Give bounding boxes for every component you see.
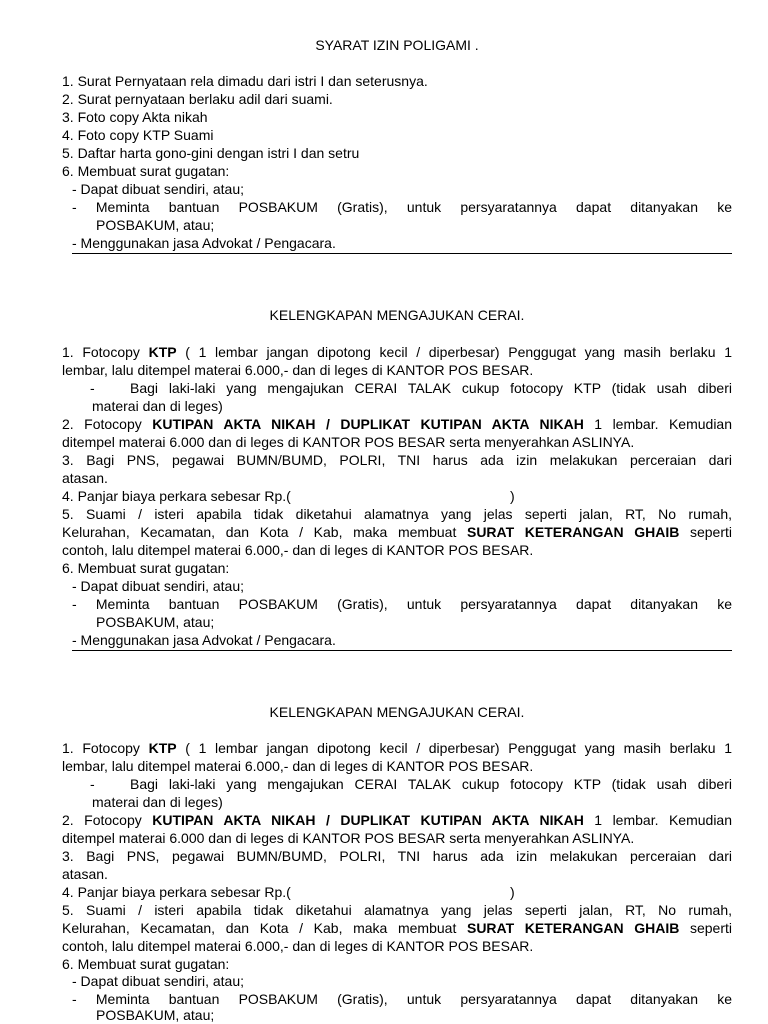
list-item: 6. Membuat surat gugatan: xyxy=(62,163,230,179)
divider xyxy=(72,253,732,254)
list-item: 4. Panjar biaya perkara sebesar Rp.( xyxy=(62,488,291,504)
sub-item: - Menggunakan jasa Advokat / Pengacara. xyxy=(72,632,336,648)
list-item-bracket: ) xyxy=(510,884,515,900)
section-title-cerai: KELENGKAPAN MENGAJUKAN CERAI. xyxy=(269,704,525,720)
list-item-bracket: ) xyxy=(510,488,515,504)
list-item: 6. Membuat surat gugatan: xyxy=(62,956,230,972)
sub-item: - Meminta bantuan POSBAKUM (Gratis), untuk persyaratannya dapat ditanyakan ke xyxy=(72,991,732,1007)
sub-item: - Dapat dibuat sendiri, atau; xyxy=(72,181,244,197)
list-item: lembar, lalu ditempel materai 6.000,- dan di leges di KANTOR POS BESAR. xyxy=(62,362,534,378)
sub-item: - Dapat dibuat sendiri, atau; xyxy=(72,973,244,989)
list-item: 3. Bagi PNS, pegawai BUMN/BUMD, POLRI, TNI harus ada izin melakukan perceraian dari xyxy=(62,452,732,468)
list-item: 1. Fotocopy KTP ( 1 lembar jangan dipotong kecil / diperbesar) Penggugat yang masih berlaku 1 xyxy=(62,344,732,360)
list-item: Bagi laki-laki yang mengajukan CERAI TALAK cukup fotocopy KTP (tidak usah diberi xyxy=(130,380,732,396)
list-item: atasan. xyxy=(62,470,108,486)
list-item: contoh, lalu ditempel materai 6.000,- dan di leges di KANTOR POS BESAR. xyxy=(62,938,534,954)
list-item: 5. Daftar harta gono-gini dengan istri I dan setru xyxy=(62,145,360,161)
list-item: 4. Foto copy KTP Suami xyxy=(62,127,214,143)
list-item: 5. Suami / isteri apabila tidak diketahui alamatnya yang jelas seperti jalan, RT, No rumah, xyxy=(62,902,732,918)
list-item: atasan. xyxy=(62,866,108,882)
sub-item: - Meminta bantuan POSBAKUM (Gratis), untuk persyaratannya dapat ditanyakan ke xyxy=(72,596,732,612)
list-item: 5. Suami / isteri apabila tidak diketahui alamatnya yang jelas seperti jalan, RT, No rumah, xyxy=(62,506,732,522)
divider xyxy=(72,650,732,651)
list-item: 2. Fotocopy KUTIPAN AKTA NIKAH / DUPLIKAT KUTIPAN AKTA NIKAH 1 lembar. Kemudian xyxy=(62,416,732,432)
bullet-dash: - xyxy=(90,776,95,792)
section-title-cerai: KELENGKAPAN MENGAJUKAN CERAI. xyxy=(269,307,525,323)
list-item: Bagi laki-laki yang mengajukan CERAI TALAK cukup fotocopy KTP (tidak usah diberi xyxy=(130,776,732,792)
list-item: 1. Fotocopy KTP ( 1 lembar jangan dipotong kecil / diperbesar) Penggugat yang masih berlaku 1 xyxy=(62,740,732,756)
sub-item: - Menggunakan jasa Advokat / Pengacara. xyxy=(72,235,336,251)
list-item: Kelurahan, Kecamatan, dan Kota / Kab, maka membuat SURAT KETERANGAN GHAIB seperti xyxy=(62,524,733,540)
list-item: ditempel materai 6.000 dan di leges di KANTOR POS BESAR serta menyerahkan ASLINYA. xyxy=(62,830,635,846)
bullet-dash: - xyxy=(90,380,95,396)
sub-item: POSBAKUM, atau; xyxy=(96,1007,215,1023)
list-item: 2. Surat pernyataan berlaku adil dari suami. xyxy=(62,91,333,107)
list-item: 3. Foto copy Akta nikah xyxy=(62,109,208,125)
list-item: 2. Fotocopy KUTIPAN AKTA NIKAH / DUPLIKAT KUTIPAN AKTA NIKAH 1 lembar. Kemudian xyxy=(62,812,732,828)
list-item: 1. Surat Pernyataan rela dimadu dari istri I dan seterusnya. xyxy=(62,73,428,89)
list-item: 4. Panjar biaya perkara sebesar Rp.( xyxy=(62,884,291,900)
list-item: 6. Membuat surat gugatan: xyxy=(62,560,230,576)
list-item: 3. Bagi PNS, pegawai BUMN/BUMD, POLRI, TNI harus ada izin melakukan perceraian dari xyxy=(62,848,732,864)
sub-item: - Dapat dibuat sendiri, atau; xyxy=(72,578,244,594)
list-item: materai dan di leges) xyxy=(92,398,223,414)
sub-item: POSBAKUM, atau; xyxy=(96,217,215,233)
sub-item: POSBAKUM, atau; xyxy=(96,614,215,630)
sub-item: - Meminta bantuan POSBAKUM (Gratis), untuk persyaratannya dapat ditanyakan ke xyxy=(72,199,732,215)
list-item: Kelurahan, Kecamatan, dan Kota / Kab, maka membuat SURAT KETERANGAN GHAIB seperti xyxy=(62,920,733,936)
list-item: lembar, lalu ditempel materai 6.000,- dan di leges di KANTOR POS BESAR. xyxy=(62,758,534,774)
list-item: contoh, lalu ditempel materai 6.000,- dan di leges di KANTOR POS BESAR. xyxy=(62,542,534,558)
section-title-poligami: SYARAT IZIN POLIGAMI . xyxy=(315,37,479,53)
list-item: ditempel materai 6.000 dan di leges di KANTOR POS BESAR serta menyerahkan ASLINYA. xyxy=(62,434,635,450)
list-item: materai dan di leges) xyxy=(92,794,223,810)
